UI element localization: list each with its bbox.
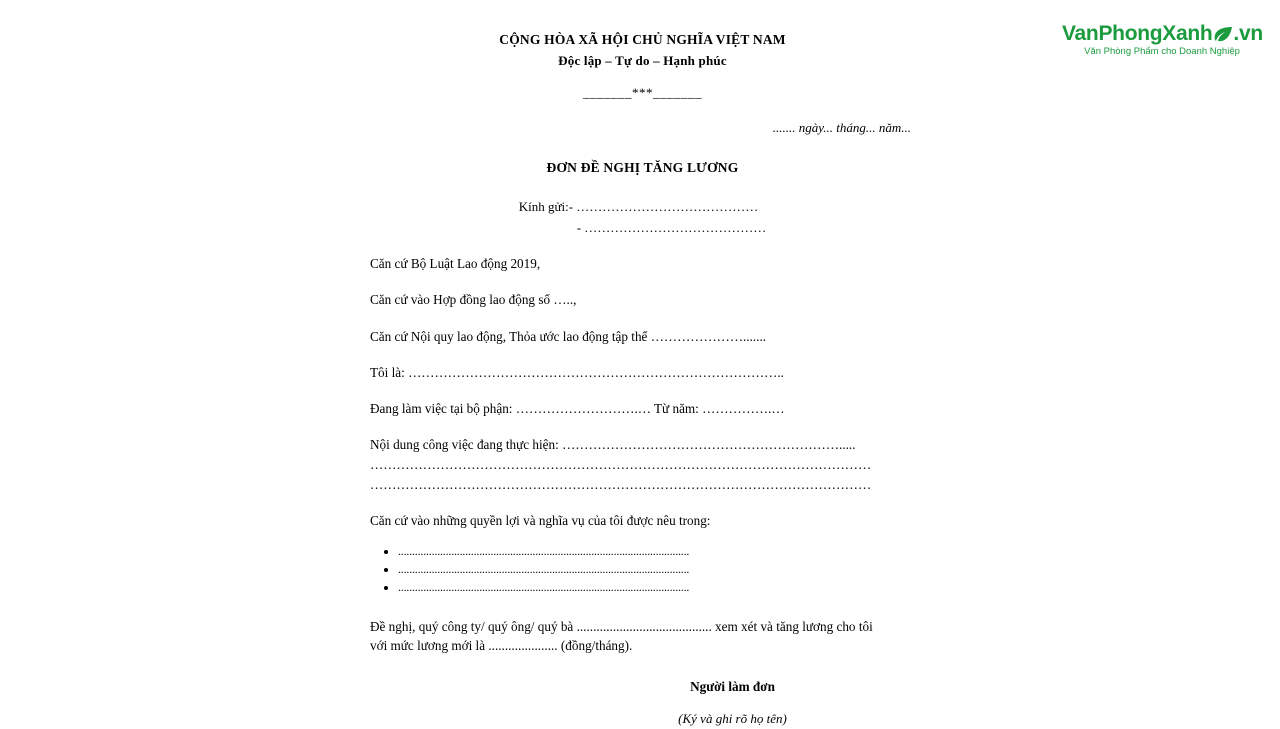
work-content-block: [370, 435, 915, 494]
work-content-line-1: Nội dung công việc đang thực hiện: ……………………………………………………….....: [370, 437, 856, 453]
signer-label: Người làm đơn: [690, 679, 775, 695]
header-separator: _______***_______: [583, 85, 702, 101]
leaf-icon: [1213, 26, 1233, 42]
recipient-block: [370, 198, 915, 238]
basis-line-3: Căn cứ Nội quy lao động, Thỏa ước lao động tập thể ………………….......: [370, 328, 767, 344]
recipient-line-1: - ……………………………………: [568, 198, 759, 214]
basis-line-1: Căn cứ Bộ Luật Lao động 2019,: [370, 256, 541, 272]
signer-note: (Ký và ghi rõ họ tên): [678, 711, 787, 727]
logo-brand-text: VanPhongXanh: [1062, 22, 1213, 45]
request-block: [370, 617, 915, 655]
national-header-line1: CỘNG HÒA XÃ HỘI CHỦ NGHĨA VIỆT NAM: [499, 32, 786, 47]
rights-intro-line: Căn cứ vào những quyền lợi và nghĩa vụ của tôi được nêu trong:: [370, 513, 711, 529]
applicant-name-line: Tôi là: …………………………………………………………………………..: [370, 364, 784, 380]
department-line: Đang làm việc tại bộ phận: ……………………….… Từ năm: …………….…: [370, 400, 785, 416]
site-logo: [1062, 22, 1262, 58]
list-item: [398, 561, 915, 578]
document-title: ĐƠN ĐỀ NGHỊ TĂNG LƯƠNG: [546, 160, 739, 176]
national-header: [370, 30, 915, 70]
basis-line-2: Căn cứ vào Hợp đồng lao động số …..,: [370, 292, 577, 308]
list-item: [398, 543, 915, 560]
recipient-line-2: - ……………………………………: [576, 219, 767, 235]
document-body: [370, 30, 915, 729]
national-header-line2: Độc lập – Tự do – Hạnh phúc: [558, 52, 727, 68]
logo-tld: .vn: [1233, 22, 1263, 45]
rights-item-3: ........................................................................................................: [398, 580, 690, 595]
date-line: ....... ngày... tháng... năm...: [772, 120, 911, 136]
recipient-label: Kính gửi:: [518, 198, 569, 214]
rights-list: [370, 543, 915, 597]
rights-item-1: ........................................................................................................: [398, 543, 690, 558]
work-content-line-2: ……………………………………………………………………………………………………: [370, 457, 872, 473]
request-line-2: với mức lương mới là ..................... (đồng/tháng).: [370, 637, 633, 653]
request-line-1: Đề nghị, quý công ty/ quý ông/ quý bà ......................................... xem xét và tăng lương cho tôi: [370, 618, 873, 634]
rights-item-2: ........................................................................................................: [398, 562, 690, 576]
list-item: [398, 579, 915, 596]
work-content-line-3: ……………………………………………………………………………………………………: [370, 477, 872, 493]
recipient-list: [569, 198, 767, 238]
logo-tagline: Văn Phòng Phẩm cho Doanh Nghiệp: [1084, 46, 1240, 58]
logo-wordmark: [1062, 22, 1262, 45]
